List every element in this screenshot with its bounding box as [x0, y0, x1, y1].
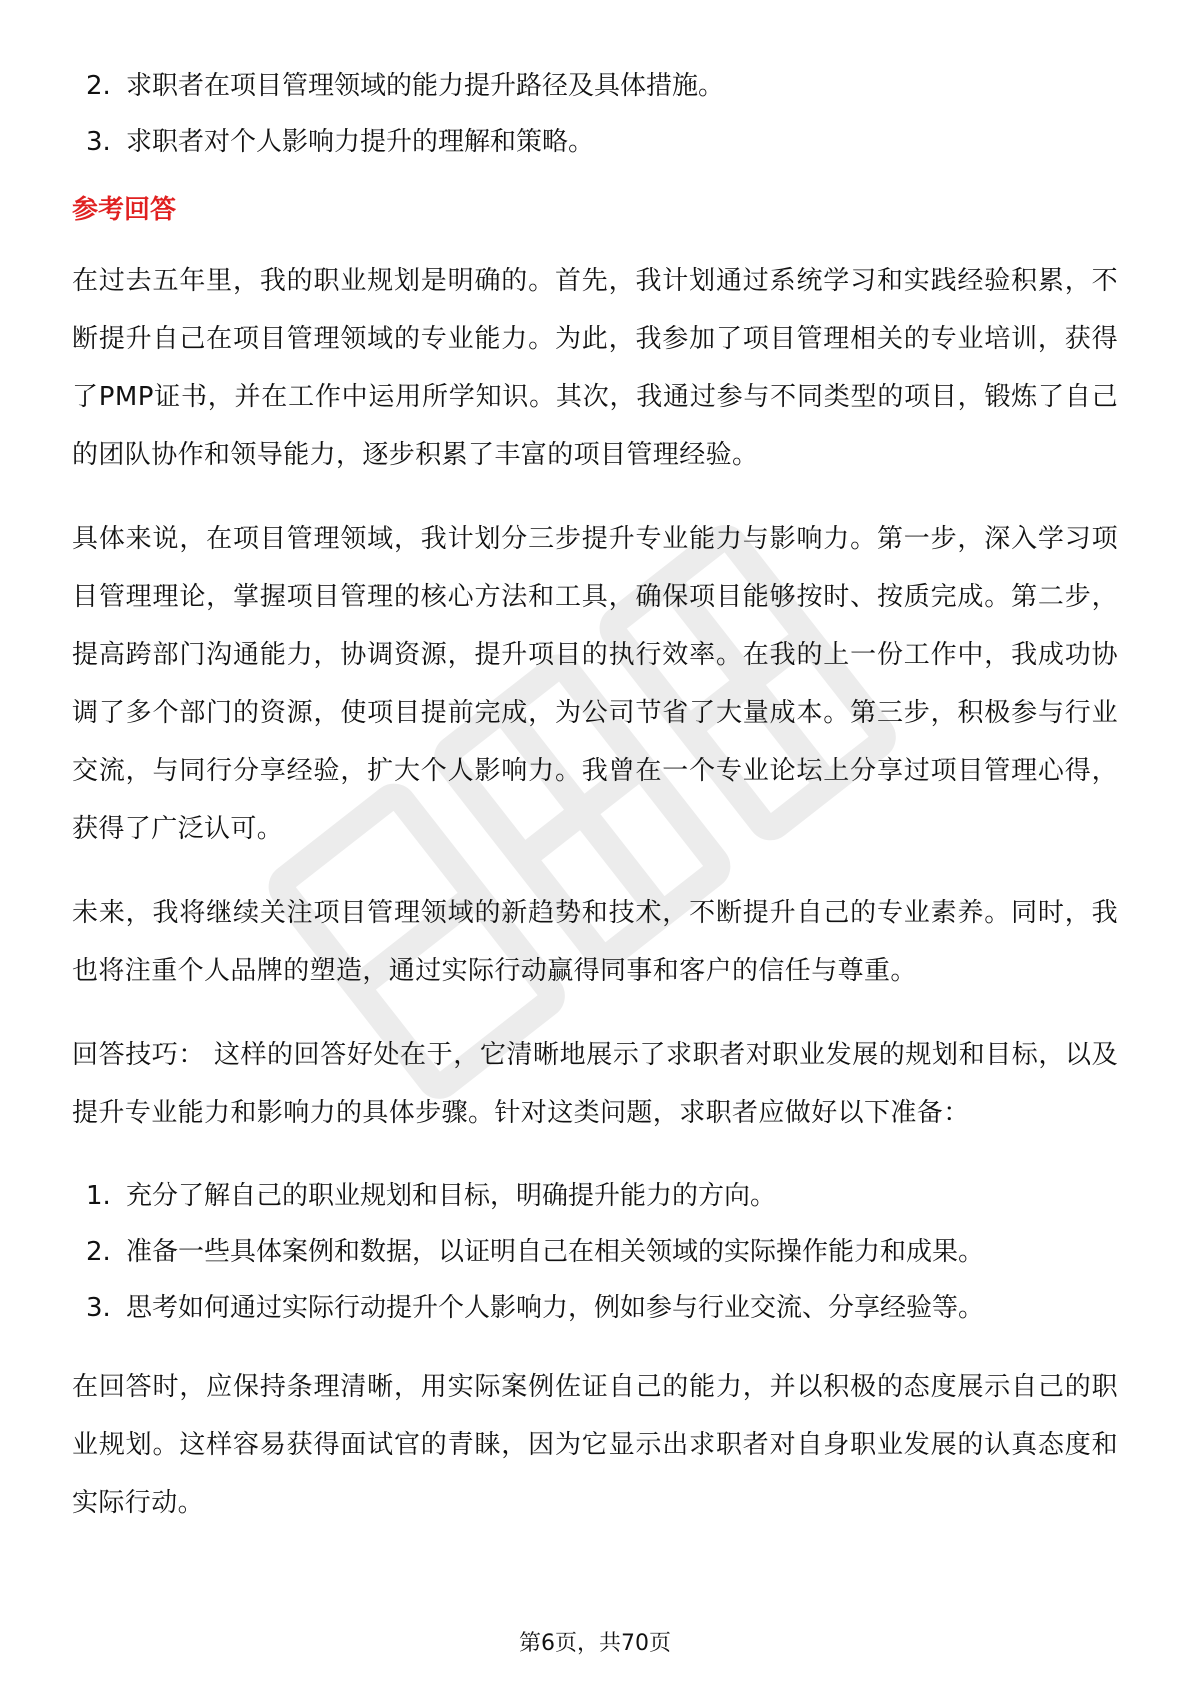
list-item: [72, 114, 1118, 170]
closing-paragraph: 在回答时，应保持条理清晰，用实际案例佐证自己的能力，并以积极的态度展示自己的职业规划。这样容易获得面试官的青睐，因为它显示出求职者对自身职业发展的认真态度和实际行动。: [72, 1372, 1118, 1518]
list-number: 2.: [86, 1237, 111, 1267]
tips-numbered-list: [72, 1168, 1118, 1336]
page-footer: 第6页，共70页: [519, 1631, 671, 1656]
tips-paragraph: [72, 1026, 1118, 1142]
answer-paragraph-2: 具体来说，在项目管理领域，我计划分三步提升专业能力与影响力。第一步，深入学习项目管理理论，掌握项目管理的核心方法和工具，确保项目能够按时、按质完成。第二步，提高跨部门沟通能力，协调资源，提升项目的执行效率。在我的上一份工作中，我成功协调了多个部门的资源，使项目提前完成，为公司节省了大量成本。第三步，积极参与行业交流，与同行分享经验，扩大个人影响力。我曾在一个专业论坛上分享过项目管理心得，获得了广泛认可。: [72, 524, 1118, 844]
list-item: [72, 1168, 1118, 1224]
list-item: [72, 1280, 1118, 1336]
list-number: 1.: [86, 1181, 111, 1211]
list-text: 思考如何通过实际行动提升个人影响力，例如参与行业交流、分享经验等。: [126, 1293, 985, 1323]
tips-text: 这样的回答好处在于，它清晰地展示了求职者对职业发展的规划和目标，以及提升专业能力和影响力的具体步骤。针对这类问题，求职者应做好以下准备：: [72, 1040, 1118, 1128]
list-item: [72, 58, 1118, 114]
top-numbered-list: [72, 58, 1118, 170]
answer-paragraph-3: 未来，我将继续关注项目管理领域的新趋势和技术，不断提升自己的专业素养。同时，我也将注重个人品牌的塑造，通过实际行动赢得同事和客户的信任与尊重。: [72, 898, 1118, 986]
list-text: 求职者在项目管理领域的能力提升路径及具体措施。: [126, 71, 725, 101]
tips-label: 回答技巧：: [72, 1040, 205, 1070]
list-text: 求职者对个人影响力提升的理解和策略。: [126, 127, 595, 157]
list-item: [72, 1224, 1118, 1280]
list-number: 3.: [86, 127, 111, 157]
list-text: 准备一些具体案例和数据，以证明自己在相关领域的实际操作能力和成果。: [126, 1237, 985, 1267]
list-number: 3.: [86, 1293, 111, 1323]
document-content: [72, 58, 1118, 1558]
list-number: 2.: [86, 71, 111, 101]
list-text: 充分了解自己的职业规划和目标，明确提升能力的方向。: [126, 1181, 777, 1211]
answer-paragraph-1: 在过去五年里，我的职业规划是明确的。首先，我计划通过系统学习和实践经验积累，不断提升自己在项目管理领域的专业能力。为此，我参加了项目管理相关的专业培训，获得了PMP证书，并在工作中运用所学知识。其次，我通过参与不同类型的项目，锻炼了自己的团队协作和领导能力，逐步积累了丰富的项目管理经验。: [72, 266, 1118, 470]
section-title: 参考回答: [72, 195, 177, 225]
